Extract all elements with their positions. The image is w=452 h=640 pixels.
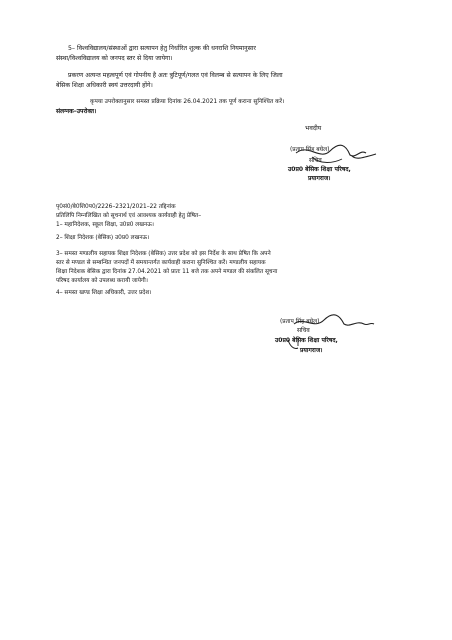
copy-item-2: 2– शिक्षा निदेशक (बेसिक) उ0प्र0 लखनऊ। xyxy=(56,235,150,241)
signatory-office: उ0प्र0 बेसिक शिक्षा परिषद, xyxy=(288,166,351,173)
para-6-line-1: प्रकरण अत्यन्त महत्वपूर्ण एवं गोपनीय है अतः त्रुटिपूर्ण/गलत एवं विलम्ब से सत्यापन के लिए जिला xyxy=(68,72,283,79)
handwritten-signature-2 xyxy=(286,312,376,352)
copy-item-3-line-2: स्तर से मण्डल से सम्बन्धित जनपदों में समयान्तर्गत कार्यवाही कराना सुनिश्चित करें। मण्डलीय सहायक xyxy=(56,260,266,266)
enclosure-note: संलग्नक–उपरोक्त। xyxy=(56,108,97,115)
para-5-line-2: संस्था/विश्वविद्यालय को जनपद स्तर से दिया जायेगा। xyxy=(56,55,173,62)
closing-salutation: भवदीय xyxy=(305,125,322,132)
copy-item-3-line-3: शिक्षा निदेशक बेसिक द्वारा दिनांक 27.04.2021 को प्रातः 11 बजे तक अपने मण्डल की संकलित सूचना xyxy=(56,269,278,275)
signatory-city: प्रयागराज। xyxy=(308,175,331,182)
copy-item-1: 1– महानिदेशक, स्कूल शिक्षा, उ0प्र0 लखनऊ। xyxy=(56,222,154,228)
para-6-line-2: बेसिक शिक्षा अधिकारी स्वयं उत्तरदायी होंगे। xyxy=(56,82,153,89)
copy-item-4: 4– समस्त खण्ड शिक्षा अधिकारी, उत्तर प्रदेश। xyxy=(56,290,152,296)
signatory-2-designation: सचिव xyxy=(297,327,310,334)
copy-intro: प्रतिलिपि निम्नलिखित को सूचनार्थ एवं आवश्यक कार्यवाही हेतु प्रेषित– xyxy=(56,213,202,219)
copy-item-3-line-4: परिषद कार्यालय को उपलब्ध करायी जायेगी। xyxy=(56,278,148,284)
para-5-line-1: 5– विश्वविद्यालय/संस्थाओं द्वारा सत्यापन हेतु निर्धारित शुल्क की धनराशि नियमानुसार xyxy=(68,45,256,52)
signatory-2-city: प्रयागराज। xyxy=(300,347,323,354)
copy-item-3-line-1: 3– समस्त मण्डलीय सहायक शिक्षा निदेशक (बेसिक) उत्तर प्रदेश को इस निर्देश के साथ प्रेषित कि अपने xyxy=(56,251,271,257)
signatory-2-office: उ0प्र0 बेसिक शिक्षा परिषद, xyxy=(275,337,338,344)
handwritten-signature-1 xyxy=(290,141,380,167)
signatory-2-name: (प्रताप सिंह बघेल) xyxy=(280,319,320,325)
signatory-designation: सचिव xyxy=(309,157,322,164)
signatory-name: (प्रताप सिंह बघेल) xyxy=(290,147,330,153)
reference-number: पृ0सं0/बे0शि0प0/2226–2321/2021–22 तद्दिनांक xyxy=(56,204,176,210)
para-7: कृपया उपरोक्तानुसार समस्त प्रक्रिया दिनांक 26.04.2021 तक पूर्ण कराना सुनिश्चित करें। xyxy=(90,99,285,105)
